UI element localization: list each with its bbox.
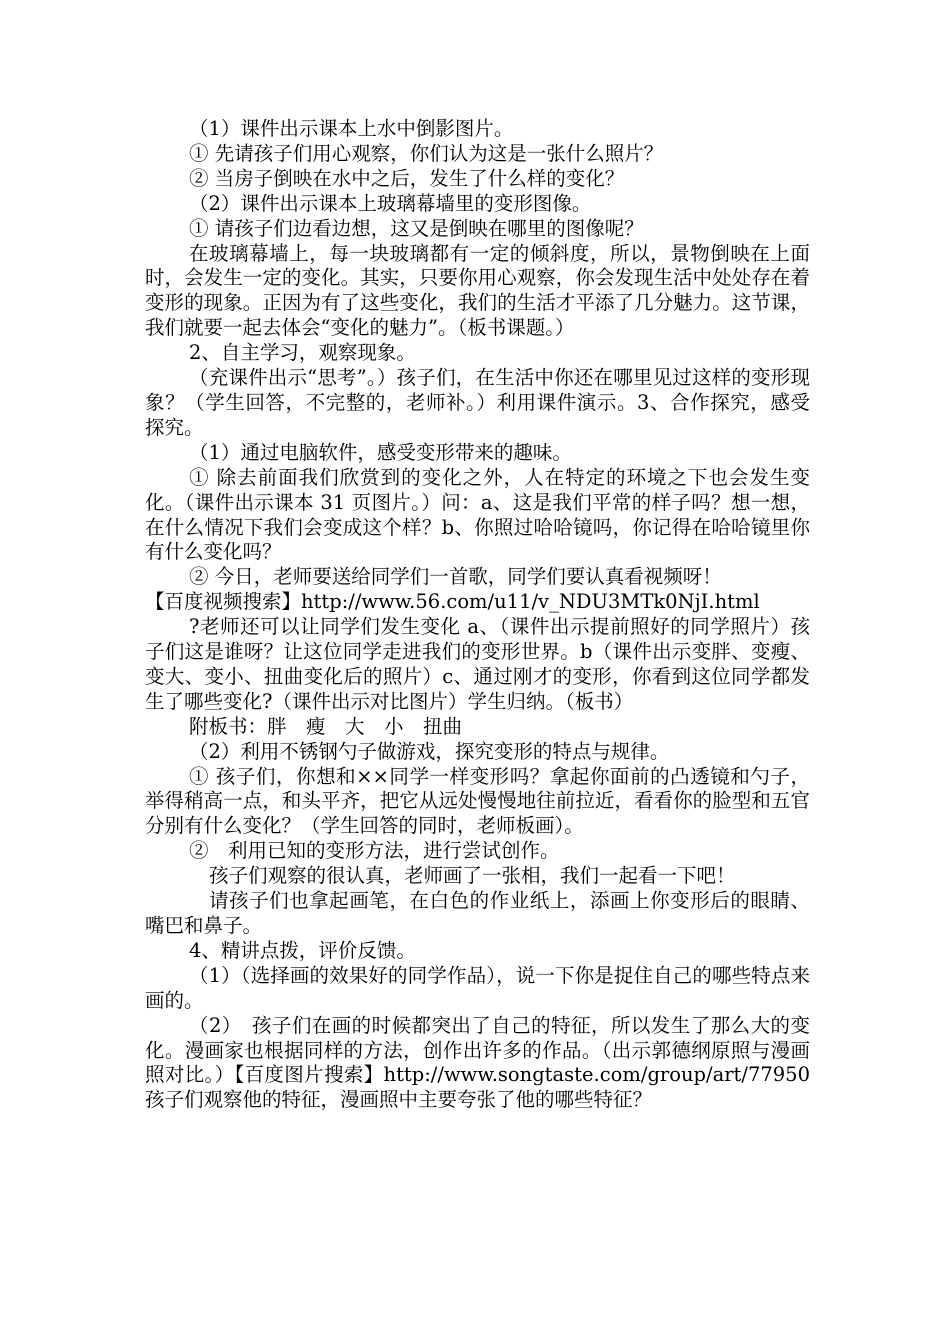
board-note: 附板书：胖 瘦 大 小 扭曲 [189, 714, 463, 738]
paragraph: ① 除去前面我们欣赏到的变化之外，人在特定的环境之下也会发生变化。（课件出示课本 31 页图片。）问：a、这是我们平常的样子吗？想一想，在什么情况下我们会变成这个样？b、你照过哈哈镜吗，你记得在哈哈镜里你有什么变化吗？ [145, 465, 810, 564]
paragraph: ② 当房子倒映在水中之后，发生了什么样的变化？ [189, 166, 625, 190]
paragraph: ?老师还可以让同学们发生变化 a、（课件出示提前照好的同学照片）孩子们这是谁呀？让这位同学走进我们的变形世界。b（课件出示变胖、变瘦、变大、变小、扭曲变化后的照片）c、通过刚才的变形，你看到这位同学都发生了哪些变化?（课件出示对比图片）学生归纳。（板书） [145, 615, 810, 713]
paragraph: ① 孩子们，你想和××同学一样变形吗？拿起你面前的凸透镜和勺子，举得稍高一点，和头平齐，把它从远处慢慢地往前拉近，看看你的脸型和五官分别有什么变化？（学生回答的同时，老师板画）。 [145, 764, 810, 838]
paragraph: （充课件出示“思考”。）孩子们，在生活中你还在哪里见过这样的变形现象？（学生回答，不完整的，老师补。）利用课件演示。3、合作探究，感受探究。 [145, 366, 810, 439]
paragraph: （1）课件出示课本上水中倒影图片。 [189, 117, 514, 140]
paragraph: ② 今日，老师要送给同学们一首歌，同学们要认真看视频呀！ [189, 565, 722, 589]
paragraph: 4、精讲点拨，评价反馈。 [189, 938, 416, 962]
paragraph: （2） 孩子们在画的时候都突出了自己的特征，所以发生了那么大的变化。漫画家也根据同样的方法，创作出许多的作品。（出示郭德纲原照与漫画照对比。）【百度图片搜索】http://www.songtaste.com/group/art/77950 孩子们观察他的特征，漫画照中主要夸张了他的哪些特征？ [145, 1013, 810, 1112]
link-line: 【百度视频搜索】http://www.56.com/u11/v_NDU3MTk0NjI.html [145, 590, 760, 614]
paragraph: ① 请孩子们边看边想，这又是倒映在哪里的图像呢？ [189, 216, 644, 240]
paragraph: 在玻璃幕墙上，每一块玻璃都有一定的倾斜度，所以，景物倒映在上面时，会发生一定的变化。其实，只要你用心观察，你会发现生活中处处存在着变形的现象。正因为有了这些变化，我们的生活才平添了几分魅力。这节课，我们就要一起去体会“变化的魅力”。（板书课题。） [145, 241, 810, 340]
paragraph: ① 先请孩子们用心观察，你们认为这是一张什么照片？ [189, 141, 664, 165]
paragraph: 请孩子们也拿起画笔，在白色的作业纸上，添画上你变形后的眼睛、嘴巴和鼻子。 [145, 889, 810, 937]
document-body [145, 117, 810, 1113]
paragraph: 孩子们观察的很认真，老师画了一张相，我们一起看一下吧！ [209, 864, 736, 888]
paragraph: 2、自主学习，观察现象。 [189, 341, 416, 365]
paragraph: ② 利用已知的变形方法，进行尝试创作。 [189, 839, 560, 863]
paragraph: （2）课件出示课本上玻璃幕墙里的变形图像。 [189, 191, 592, 215]
paragraph: （2）利用不锈钢勺子做游戏，探究变形的特点与规律。 [189, 739, 670, 763]
paragraph: （1）（选择画的效果好的同学作品），说一下你是捉住自己的哪些特点来画的。 [145, 963, 810, 1012]
paragraph: （1）通过电脑软件，感受变形带来的趣味。 [189, 440, 572, 464]
